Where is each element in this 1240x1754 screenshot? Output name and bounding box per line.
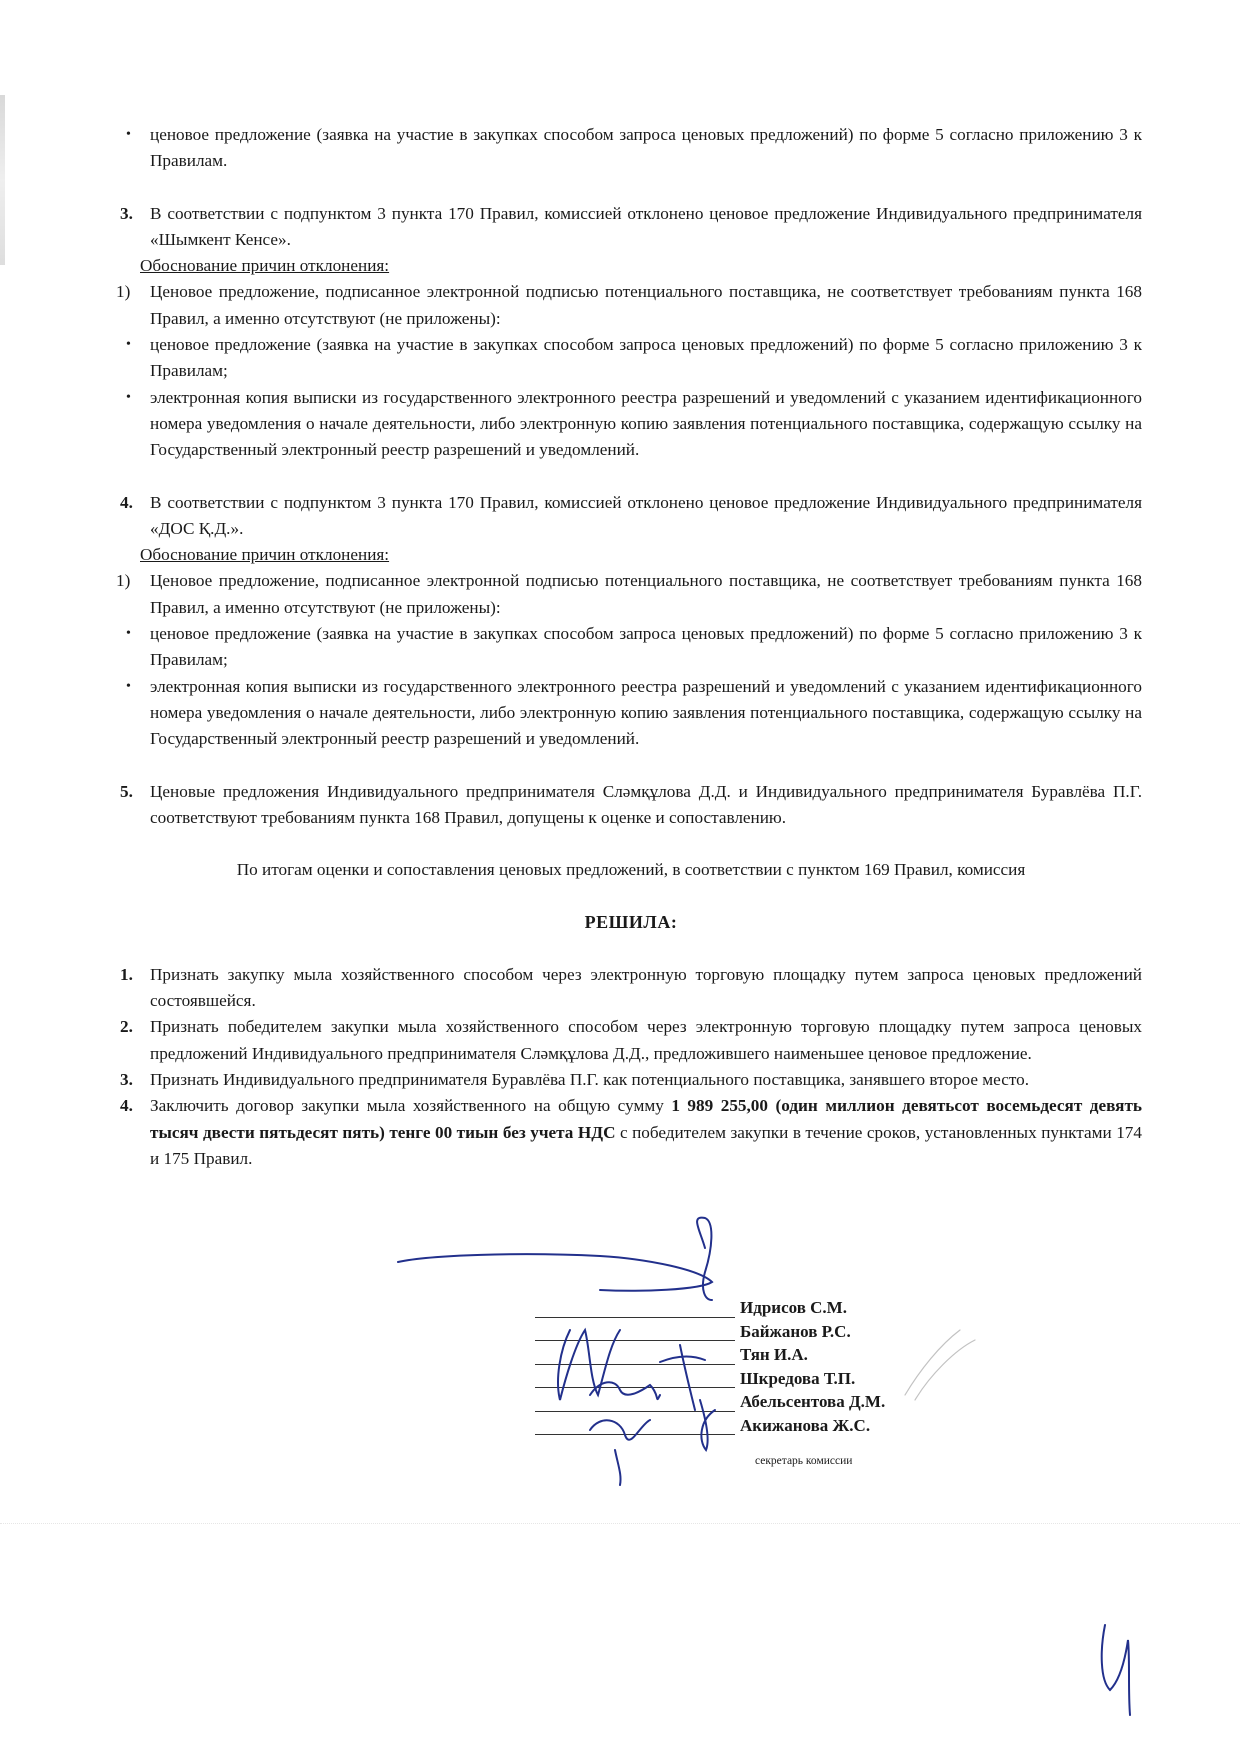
signatory-name: Идрисов С.М. xyxy=(740,1298,847,1317)
item-text: ценовое предложение (заявка на участие в закупках способом запроса ценовых предложений) по форме 5 согласно приложению 3 к Правилам; xyxy=(150,624,1142,670)
rejection-reason-heading: Обоснование причин отклонения: xyxy=(140,545,390,565)
item-text: Признать победителем закупки мыла хозяйственного способом через электронную торговую площадку путем запроса ценовых предложений Индивидуального предпринимателя Сләмқұлова Д.Д., предложившего наименьшее ценовое предложение. xyxy=(150,1017,1142,1063)
signatory-name: Тян И.А. xyxy=(740,1345,808,1364)
signatory-row xyxy=(535,1416,955,1440)
numbered-item xyxy=(120,201,1142,254)
signatory-name: Шкредова Т.П. xyxy=(740,1368,856,1388)
signatory-name: Акижанова Ж.С. xyxy=(740,1415,871,1435)
conclusion-paragraph: По итогам оценки и сопоставления ценовых предложений, в соответствии с пунктом 169 Правил, комиссия xyxy=(236,860,1026,880)
signatory-row xyxy=(535,1298,955,1322)
signatory-row xyxy=(535,1322,955,1346)
decision-heading: РЕШИЛА: xyxy=(584,912,678,933)
signatory-name: Байжанов Р.С. xyxy=(740,1321,851,1341)
rejection-reason-row xyxy=(120,253,1142,279)
item-text-tail: с победителем закупки в течение сроков, установленных пунктами 174 и 175 Правил. xyxy=(150,1122,1142,1168)
bullet-item xyxy=(120,122,1142,175)
spacer xyxy=(120,831,1142,857)
item-text: Признать закупку мыла хозяйственного способом через электронную торговую площадку путем запроса ценовых предложений состоявшейся. xyxy=(150,964,1142,1011)
item-text: В соответствии с подпунктом 3 пункта 170 Правил, комиссией отклонено ценовое предложение Индивидуального предпринимателя «Шымкент Кенсе». xyxy=(150,203,1142,249)
item-text: электронная копия выписки из государственного электронного реестра разрешений и уведомлений с указанием идентификационного номера уведомления о начале деятельности, либо электронную копию заявления потенциального поставщика, содержащую ссылку на Государственный электронный реестр разрешений и уведомлений. xyxy=(150,676,1142,749)
signature-line xyxy=(535,1340,735,1341)
bullet-marker: • xyxy=(126,678,131,694)
item-number: 1. xyxy=(120,964,133,984)
item-number: 3. xyxy=(120,1069,133,1089)
sub-item xyxy=(116,568,1142,621)
sub-item xyxy=(116,279,1142,332)
bullet-marker: • xyxy=(126,337,131,353)
signatory-name: Абельсентова Д.М. xyxy=(740,1392,886,1411)
item-number: 1) xyxy=(116,282,131,302)
rejection-reason-heading: Обоснование причин отклонения: xyxy=(140,256,390,276)
contract-amount: 1 989 255,00 (один миллион девятьсот восемьдесят девять тысяч двести пятьдесят пять) тенге 00 тиын без учета НДС xyxy=(150,1096,1142,1142)
bullet-item xyxy=(120,621,1142,674)
numbered-item xyxy=(120,779,1142,832)
signature-line xyxy=(535,1434,735,1435)
item-text: Ценовое предложение, подписанное электронной подписью потенциального поставщика, не соответствует требованиям пункта 168 Правил, а именно отсутствуют (не приложены): xyxy=(150,282,1142,328)
rejection-reason-row xyxy=(120,542,1142,568)
spacer xyxy=(120,936,1142,962)
bullet-marker: • xyxy=(126,127,131,142)
bullet-item xyxy=(120,332,1142,385)
item-text: Заключить договор закупки мыла хозяйственного на общую сумму xyxy=(150,1096,672,1116)
numbered-item xyxy=(120,1014,1142,1067)
signature-line xyxy=(535,1317,735,1318)
bullet-item xyxy=(120,385,1142,464)
signatories-block xyxy=(535,1298,955,1439)
item-number: 4. xyxy=(120,492,133,512)
numbered-item xyxy=(120,1067,1142,1093)
item-number: 2. xyxy=(120,1017,133,1037)
spacer xyxy=(120,175,1142,201)
item-number: 3. xyxy=(120,203,133,223)
signature-idrisov xyxy=(398,1218,712,1300)
document-body xyxy=(116,122,1142,1172)
signatory-row xyxy=(535,1369,955,1393)
item-text: В соответствии с подпунктом 3 пункта 170 Правил, комиссией отклонено ценовое предложение Индивидуального предпринимателя «ДОС Қ.Д.». xyxy=(150,492,1142,538)
signatory-row xyxy=(535,1392,955,1416)
signatory-row xyxy=(535,1345,955,1369)
signature-line xyxy=(535,1387,735,1388)
item-number: 5. xyxy=(120,781,133,801)
item-number: 1) xyxy=(116,571,131,591)
signature-line xyxy=(535,1364,735,1365)
scan-edge-mark xyxy=(0,95,5,265)
item-text: ценовое предложение (заявка на участие в закупках способом запроса ценовых предложений) по форме 5 согласно приложению 3 к Правилам. xyxy=(150,125,1142,171)
item-text: Ценовые предложения Индивидуального предпринимателя Сләмқұлова Д.Д. и Индивидуального предпринимателя Буравлёва П.Г. соответствуют требованиям пункта 168 Правил, допущены к оценке и сопоставлению. xyxy=(150,781,1142,827)
page-initials xyxy=(1102,1625,1130,1715)
numbered-item xyxy=(120,490,1142,543)
bullet-item xyxy=(120,674,1142,753)
signature-line xyxy=(535,1411,735,1412)
item-number: 4. xyxy=(120,1096,133,1116)
item-text: Ценовое предложение, подписанное электронной подписью потенциального поставщика, не соответствует требованиям пункта 168 Правил, а именно отсутствуют (не приложены): xyxy=(150,571,1142,617)
item-text: Признать Индивидуального предпринимателя Буравлёва П.Г. как потенциального поставщика, занявшего второе место. xyxy=(150,1069,1030,1089)
page-fold-line xyxy=(0,1523,1240,1524)
spacer xyxy=(120,883,1142,909)
bullet-marker: • xyxy=(126,626,131,642)
numbered-item xyxy=(120,962,1142,1015)
bullet-marker: • xyxy=(126,389,131,405)
decision-item xyxy=(120,1093,1142,1172)
item-text: электронная копия выписки из государственного электронного реестра разрешений и уведомлений с указанием идентификационного номера уведомления о начале деятельности, либо электронную копию заявления потенциального поставщика, содержащую ссылку на Государственный электронный реестр разрешений и уведомлений. xyxy=(150,387,1142,460)
spacer xyxy=(120,464,1142,490)
spacer xyxy=(120,753,1142,779)
secretary-label: секретарь комиссии xyxy=(755,1455,853,1467)
item-text: ценовое предложение (заявка на участие в закупках способом запроса ценовых предложений) по форме 5 согласно приложению 3 к Правилам; xyxy=(150,335,1142,381)
